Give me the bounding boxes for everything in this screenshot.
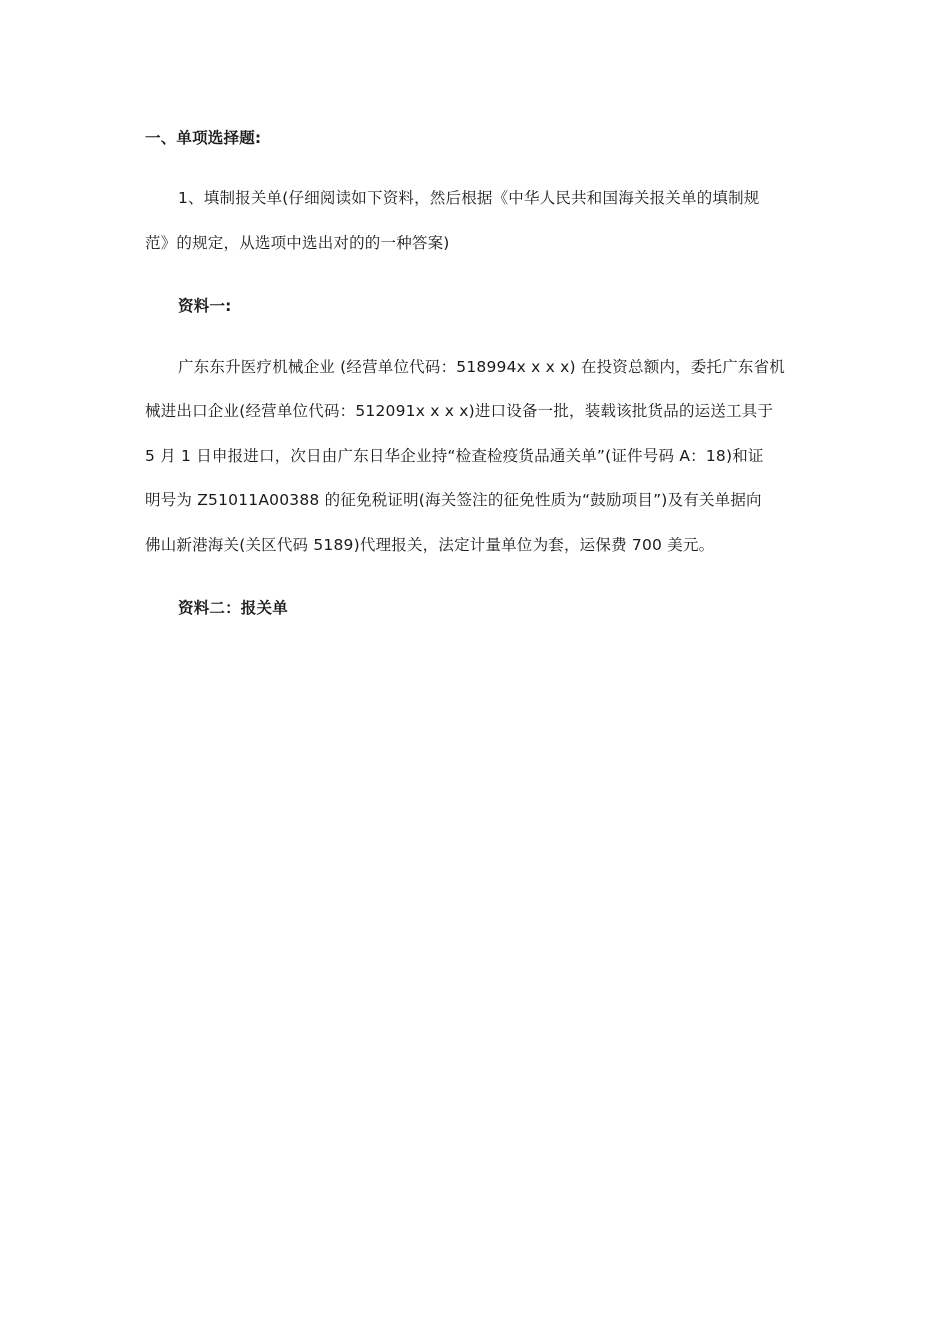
material1-heading: 资料一: (178, 297, 232, 315)
material1-line-1: 广东东升医疗机械企业 (经营单位代码：518994x x x x) 在投资总额内，委托广东省机 (178, 358, 785, 376)
section-heading: 一、单项选择题: (145, 129, 262, 147)
material1-line-3: 5 月 1 日申报进口，次日由广东日华企业持“检查检疫货品通关单”(证件号码 A：18)和证 (145, 447, 764, 465)
question-line-1: 1、填制报关单(仔细阅读如下资料，然后根据《中华人民共和国海关报关单的填制规 (178, 189, 760, 207)
material2-heading: 资料二：报关单 (178, 599, 288, 617)
material1-line-5: 佛山新港海关(关区代码 5189)代理报关，法定计量单位为套，运保费 700 美元。 (145, 536, 715, 554)
question-line-2: 范》的规定，从选项中选出对的的一种答案) (145, 234, 450, 252)
material1-line-2: 械进出口企业(经营单位代码：512091x x x x)进口设备一批，装载该批货品的运送工具于 (145, 402, 774, 420)
material1-line-4: 明号为 Z51011A00388 的征免税证明(海关签注的征免性质为“鼓励项目”)及有关单据向 (145, 491, 762, 509)
